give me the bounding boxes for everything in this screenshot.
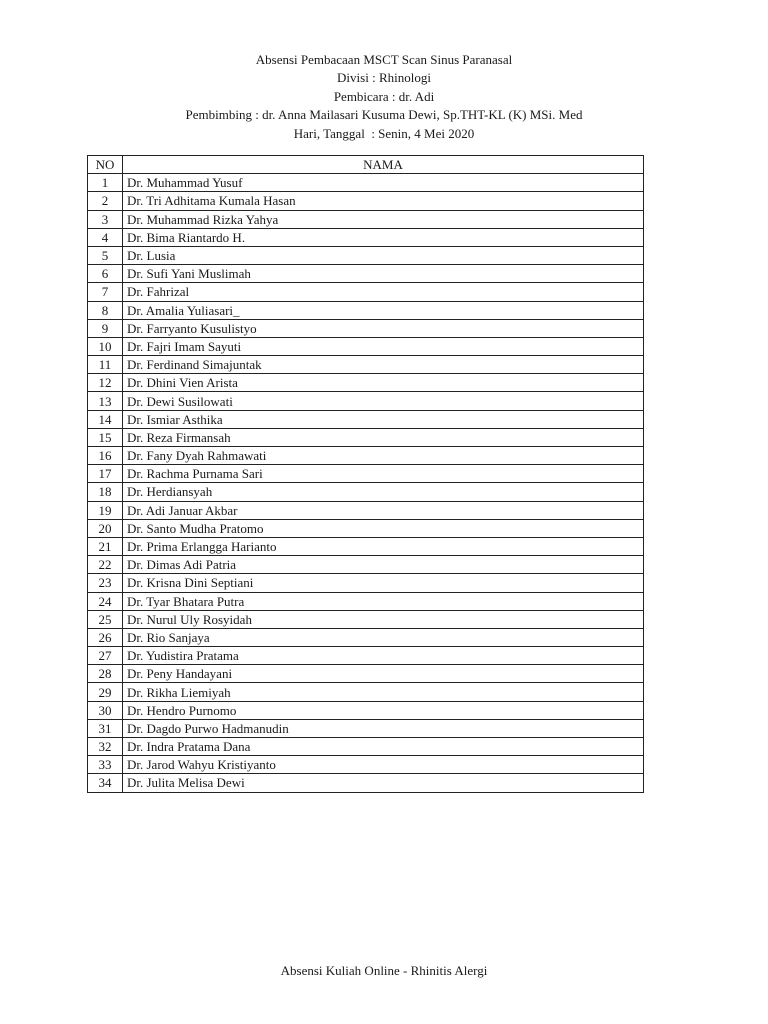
row-name: Dr. Yudistira Pratama [123,647,644,665]
row-name: Dr. Ismiar Asthika [123,410,644,428]
row-number: 19 [88,501,123,519]
row-number: 18 [88,483,123,501]
row-number: 29 [88,683,123,701]
table-row [88,683,644,701]
row-name: Dr. Rachma Purnama Sari [123,465,644,483]
table-row [88,719,644,737]
table-row [88,228,644,246]
table-row [88,701,644,719]
row-name: Dr. Tri Adhitama Kumala Hasan [123,192,644,210]
row-name: Dr. Tyar Bhatara Putra [123,592,644,610]
column-header-no: NO [88,156,123,174]
table-row [88,774,644,792]
row-name: Dr. Dimas Adi Patria [123,556,644,574]
table-row [88,610,644,628]
row-number: 21 [88,537,123,555]
table-row [88,665,644,683]
row-name: Dr. Rikha Liemiyah [123,683,644,701]
row-number: 32 [88,738,123,756]
table-row [88,556,644,574]
attendance-table [87,155,644,793]
row-number: 13 [88,392,123,410]
row-number: 23 [88,574,123,592]
row-number: 1 [88,174,123,192]
row-number: 11 [88,356,123,374]
table-row [88,592,644,610]
row-name: Dr. Indra Pratama Dana [123,738,644,756]
table-row [88,738,644,756]
row-name: Dr. Amalia Yuliasari_ [123,301,644,319]
row-name: Dr. Dagdo Purwo Hadmanudin [123,719,644,737]
table-row [88,374,644,392]
row-number: 28 [88,665,123,683]
row-number: 27 [88,647,123,665]
table-row [88,210,644,228]
column-header-name: NAMA [123,156,644,174]
page-footer: Absensi Kuliah Online - Rhinitis Alergi [280,963,488,978]
row-number: 30 [88,701,123,719]
row-number: 14 [88,410,123,428]
row-number: 3 [88,210,123,228]
row-number: 5 [88,246,123,264]
row-number: 15 [88,428,123,446]
row-name: Dr. Nurul Uly Rosyidah [123,610,644,628]
table-row [88,628,644,646]
row-number: 33 [88,756,123,774]
row-name: Dr. Krisna Dini Septiani [123,574,644,592]
row-number: 6 [88,265,123,283]
row-name: Dr. Lusia [123,246,644,264]
table-row [88,428,644,446]
row-name: Dr. Fahrizal [123,283,644,301]
table-row [88,501,644,519]
table-row [88,283,644,301]
row-number: 22 [88,556,123,574]
row-number: 25 [88,610,123,628]
row-name: Dr. Sufi Yani Muslimah [123,265,644,283]
row-name: Dr. Peny Handayani [123,665,644,683]
supervisor-line: Pembimbing : dr. Anna Mailasari Kusuma Dewi, Sp.THT-KL (K) MSi. Med [185,107,583,123]
row-name: Dr. Fany Dyah Rahmawati [123,447,644,465]
row-name: Dr. Jarod Wahyu Kristiyanto [123,756,644,774]
row-number: 34 [88,774,123,792]
row-number: 7 [88,283,123,301]
document-header [0,51,768,143]
document-title: Absensi Pembacaan MSCT Scan Sinus Paranasal [255,52,513,67]
date-line: Hari, Tanggal : Senin, 4 Mei 2020 [293,125,475,141]
speaker-line: Pembicara : dr. Adi [333,88,435,104]
table-row [88,337,644,355]
row-number: 4 [88,228,123,246]
table-row [88,483,644,501]
row-name: Dr. Adi Januar Akbar [123,501,644,519]
table-row [88,574,644,592]
row-name: Dr. Dewi Susilowati [123,392,644,410]
row-number: 17 [88,465,123,483]
table-row [88,447,644,465]
table-row [88,537,644,555]
table-row [88,410,644,428]
row-name: Dr. Ferdinand Simajuntak [123,356,644,374]
row-name: Dr. Herdiansyah [123,483,644,501]
row-number: 9 [88,319,123,337]
row-name: Dr. Rio Sanjaya [123,628,644,646]
row-name: Dr. Muhammad Rizka Yahya [123,210,644,228]
table-row [88,356,644,374]
table-row [88,756,644,774]
row-number: 24 [88,592,123,610]
row-number: 12 [88,374,123,392]
row-name: Dr. Reza Firmansah [123,428,644,446]
row-name: Dr. Muhammad Yusuf [123,174,644,192]
row-number: 26 [88,628,123,646]
table-row [88,301,644,319]
row-number: 20 [88,519,123,537]
row-name: Dr. Santo Mudha Pratomo [123,519,644,537]
row-number: 10 [88,337,123,355]
division-line: Divisi : Rhinologi [337,70,431,86]
row-name: Dr. Hendro Purnomo [123,701,644,719]
row-name: Dr. Prima Erlangga Harianto [123,537,644,555]
row-number: 31 [88,719,123,737]
row-number: 16 [88,447,123,465]
row-number: 8 [88,301,123,319]
row-name: Dr. Dhini Vien Arista [123,374,644,392]
table-row [88,519,644,537]
row-name: Dr. Fajri Imam Sayuti [123,337,644,355]
table-row [88,192,644,210]
table-row [88,392,644,410]
row-name: Dr. Farryanto Kusulistyo [123,319,644,337]
table-row [88,319,644,337]
table-row [88,465,644,483]
row-name: Dr. Bima Riantardo H. [123,228,644,246]
row-number: 2 [88,192,123,210]
table-row [88,174,644,192]
table-body [88,174,644,792]
table-header-row [88,156,644,174]
row-name: Dr. Julita Melisa Dewi [123,774,644,792]
table-row [88,265,644,283]
table-row [88,647,644,665]
table-row [88,246,644,264]
